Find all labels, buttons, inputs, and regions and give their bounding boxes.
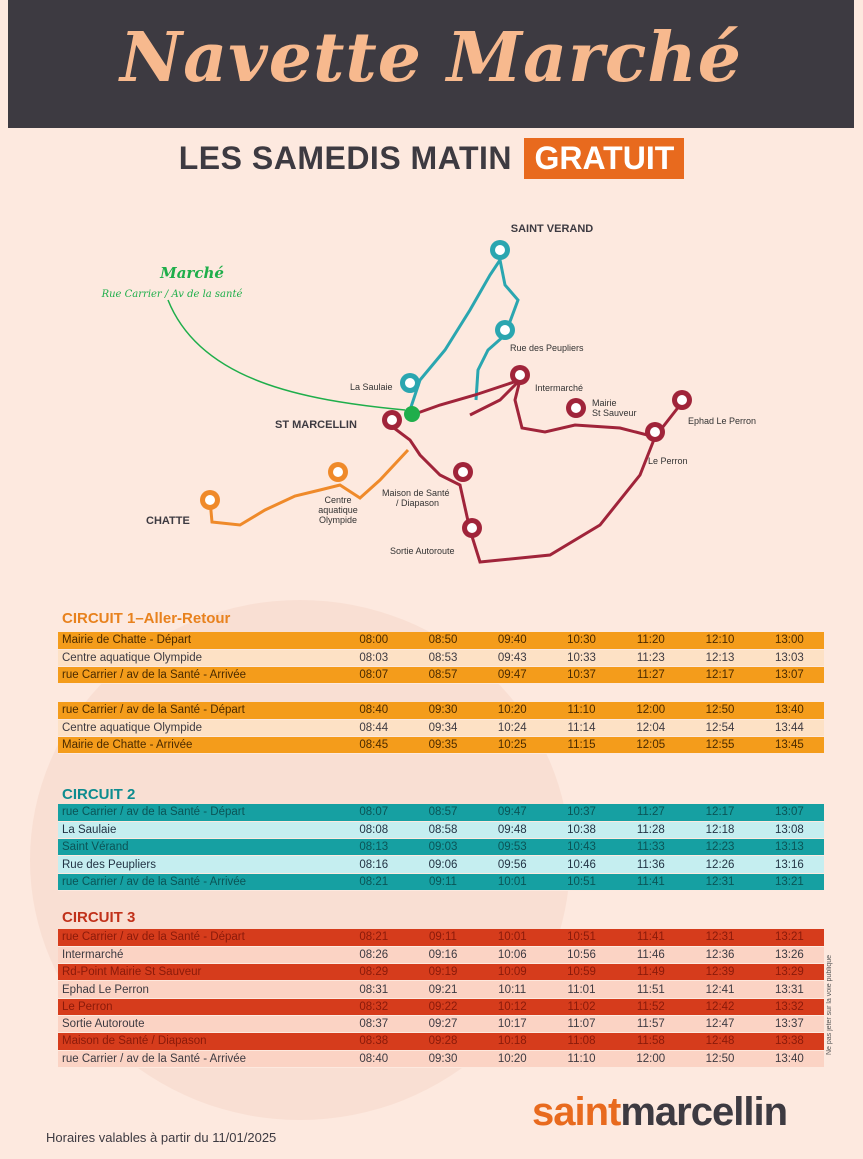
departure-time: 09:06 — [408, 856, 477, 873]
logo-part-marcellin: marcellin — [620, 1090, 788, 1134]
page-title: Navette Marché — [119, 18, 742, 98]
stop-name: Le Perron — [58, 998, 339, 1015]
label-intermarche: Intermarché — [535, 383, 584, 393]
departure-time: 08:40 — [339, 1050, 408, 1067]
departure-time: 13:07 — [755, 804, 824, 821]
departure-time: 11:33 — [616, 839, 685, 856]
departure-time: 11:10 — [547, 1050, 616, 1067]
table-row — [58, 737, 824, 754]
departure-time: 12:31 — [685, 929, 754, 946]
departure-time: 11:58 — [616, 1033, 685, 1050]
stop-name: Centre aquatique Olympide — [58, 649, 339, 666]
departure-time: 09:40 — [478, 632, 547, 649]
departure-time: 11:46 — [616, 946, 685, 963]
departure-time: 10:01 — [478, 929, 547, 946]
departure-time: 13:44 — [755, 719, 824, 736]
stop-name: Mairie de Chatte - Arrivée — [58, 737, 339, 754]
table-row — [58, 946, 824, 963]
pin-ephad — [672, 390, 692, 410]
departure-time: 10:09 — [478, 964, 547, 981]
departure-time: 12:26 — [685, 856, 754, 873]
table-row — [58, 981, 824, 998]
departure-time: 13:08 — [755, 821, 824, 838]
route-map — [0, 200, 863, 600]
departure-time: 10:17 — [478, 1015, 547, 1032]
departure-time: 11:23 — [616, 649, 685, 666]
departure-time: 13:13 — [755, 839, 824, 856]
departure-time: 09:21 — [408, 981, 477, 998]
departure-time: 13:45 — [755, 737, 824, 754]
departure-time: 08:31 — [339, 981, 408, 998]
pin-le-perron — [645, 422, 665, 442]
table-row — [58, 964, 824, 981]
departure-time: 08:26 — [339, 946, 408, 963]
stop-name: Mairie de Chatte - Départ — [58, 632, 339, 649]
departure-time: 11:10 — [547, 702, 616, 719]
departure-time: 11:41 — [616, 873, 685, 890]
departure-time: 13:07 — [755, 667, 824, 684]
departure-time: 09:11 — [408, 873, 477, 890]
stop-name: Saint Vérand — [58, 839, 339, 856]
departure-time: 08:57 — [408, 804, 477, 821]
departure-time: 11:01 — [547, 981, 616, 998]
pin-st-marcellin — [382, 410, 402, 430]
departure-time: 08:21 — [339, 873, 408, 890]
pin-intermarche — [510, 365, 530, 385]
departure-time: 11:08 — [547, 1033, 616, 1050]
departure-time: 08:32 — [339, 998, 408, 1015]
departure-time: 12:10 — [685, 632, 754, 649]
side-note: Ne pas jeter sur la voie publique — [826, 954, 833, 1055]
pin-centre — [328, 462, 348, 482]
departure-time: 12:00 — [616, 1050, 685, 1067]
departure-time: 10:33 — [547, 649, 616, 666]
departure-time: 11:57 — [616, 1015, 685, 1032]
label-centre-2: aquatique — [318, 505, 358, 515]
table-row — [58, 719, 824, 736]
departure-time: 09:35 — [408, 737, 477, 754]
departure-time: 11:51 — [616, 981, 685, 998]
departure-time: 08:08 — [339, 821, 408, 838]
table-row — [58, 702, 824, 719]
departure-time: 12:18 — [685, 821, 754, 838]
departure-time: 08:07 — [339, 667, 408, 684]
departure-time: 12:50 — [685, 702, 754, 719]
departure-time: 08:16 — [339, 856, 408, 873]
pin-saint-verand — [490, 240, 510, 260]
departure-time: 10:25 — [478, 737, 547, 754]
departure-time: 09:16 — [408, 946, 477, 963]
departure-time: 12:42 — [685, 998, 754, 1015]
stop-name: rue Carrier / av de la Santé - Arrivée — [58, 1050, 339, 1067]
departure-time: 13:21 — [755, 929, 824, 946]
departure-time: 10:20 — [478, 1050, 547, 1067]
departure-time: 08:57 — [408, 667, 477, 684]
label-centre-1: Centre — [324, 495, 352, 505]
departure-time: 09:30 — [408, 702, 477, 719]
departure-time: 10:12 — [478, 998, 547, 1015]
label-la-saulaie: La Saulaie — [350, 382, 393, 392]
departure-time: 08:53 — [408, 649, 477, 666]
table-row — [58, 667, 824, 684]
departure-time: 10:06 — [478, 946, 547, 963]
pin-rue-peupliers — [495, 320, 515, 340]
marche-title: Marché — [160, 264, 224, 282]
departure-time: 11:07 — [547, 1015, 616, 1032]
stop-name: Rd-Point Mairie St Sauveur — [58, 964, 339, 981]
departure-time: 12:04 — [616, 719, 685, 736]
circuit1-table-aller — [58, 632, 824, 684]
pin-chatte — [200, 490, 220, 510]
label-maison-sante: Maison de Santé — [382, 488, 450, 498]
label-sortie: Sortie Autoroute — [390, 546, 455, 556]
label-ephad: Ephad Le Perron — [688, 416, 757, 426]
label-saint-verand: SAINT VERAND — [510, 223, 594, 235]
departure-time: 08:58 — [408, 821, 477, 838]
marche-subtitle: Rue Carrier / Av de la santé — [101, 289, 243, 300]
departure-time: 08:37 — [339, 1015, 408, 1032]
departure-time: 09:28 — [408, 1033, 477, 1050]
departure-time: 12:05 — [616, 737, 685, 754]
departure-time: 08:07 — [339, 804, 408, 821]
table-row — [58, 649, 824, 666]
stop-name: rue Carrier / av de la Santé - Départ — [58, 702, 339, 719]
circuit2-table — [58, 804, 824, 891]
subtitle-text: LES SAMEDIS MATIN — [178, 140, 512, 176]
departure-time: 09:19 — [408, 964, 477, 981]
table-row — [58, 873, 824, 890]
label-le-perron: Le Perron — [648, 456, 688, 466]
departure-time: 11:15 — [547, 737, 616, 754]
stop-name: Centre aquatique Olympide — [58, 719, 339, 736]
departure-time: 09:43 — [478, 649, 547, 666]
departure-time: 12:23 — [685, 839, 754, 856]
departure-time: 12:41 — [685, 981, 754, 998]
departure-time: 09:48 — [478, 821, 547, 838]
table-row — [58, 1015, 824, 1032]
label-mairie: Mairie — [592, 398, 617, 408]
marche-dot — [404, 406, 420, 422]
header-banner — [8, 0, 854, 128]
departure-time: 11:20 — [616, 632, 685, 649]
departure-time: 08:50 — [408, 632, 477, 649]
departure-time: 11:02 — [547, 998, 616, 1015]
departure-time: 10:30 — [547, 632, 616, 649]
departure-time: 09:22 — [408, 998, 477, 1015]
departure-time: 11:27 — [616, 804, 685, 821]
departure-time: 08:40 — [339, 702, 408, 719]
table-row — [58, 998, 824, 1015]
departure-time: 10:38 — [547, 821, 616, 838]
departure-time: 12:50 — [685, 1050, 754, 1067]
departure-time: 13:32 — [755, 998, 824, 1015]
departure-time: 12:39 — [685, 964, 754, 981]
departure-time: 08:00 — [339, 632, 408, 649]
circuit1-title: CIRCUIT 1–Aller-Retour — [62, 610, 231, 627]
departure-time: 10:46 — [547, 856, 616, 873]
table-row — [58, 821, 824, 838]
departure-time: 13:40 — [755, 702, 824, 719]
orange-route-line — [210, 450, 408, 525]
departure-time: 10:51 — [547, 873, 616, 890]
circuit3-table — [58, 929, 824, 1068]
departure-time: 10:11 — [478, 981, 547, 998]
gratuit-badge: GRATUIT — [524, 138, 684, 179]
departure-time: 12:47 — [685, 1015, 754, 1032]
pin-la-saulaie — [400, 373, 420, 393]
table-row — [58, 856, 824, 873]
validity-footer: Horaires valables à partir du 11/01/2025 — [46, 1130, 277, 1145]
departure-time: 12:36 — [685, 946, 754, 963]
departure-time: 08:03 — [339, 649, 408, 666]
label-st-sauveur: St Sauveur — [592, 408, 637, 418]
stop-name: Sortie Autoroute — [58, 1015, 339, 1032]
departure-time: 11:52 — [616, 998, 685, 1015]
departure-time: 10:20 — [478, 702, 547, 719]
departure-time: 12:54 — [685, 719, 754, 736]
circuit3-title: CIRCUIT 3 — [62, 909, 136, 926]
departure-time: 12:17 — [685, 667, 754, 684]
label-rue-peupliers: Rue des Peupliers — [510, 343, 584, 353]
label-diapason: / Diapason — [396, 498, 440, 508]
departure-time: 08:29 — [339, 964, 408, 981]
table-row — [58, 1033, 824, 1050]
departure-time: 10:56 — [547, 946, 616, 963]
subtitle — [0, 138, 863, 179]
departure-time: 13:26 — [755, 946, 824, 963]
departure-time: 13:31 — [755, 981, 824, 998]
departure-time: 10:37 — [547, 667, 616, 684]
label-centre-3: Olympide — [318, 515, 358, 525]
departure-time: 08:45 — [339, 737, 408, 754]
departure-time: 13:29 — [755, 964, 824, 981]
departure-time: 13:03 — [755, 649, 824, 666]
departure-time: 08:38 — [339, 1033, 408, 1050]
saint-marcellin-logo — [532, 1090, 787, 1135]
table-row — [58, 839, 824, 856]
departure-time: 10:59 — [547, 964, 616, 981]
departure-time: 10:37 — [547, 804, 616, 821]
stop-name: rue Carrier / av de la Santé - Départ — [58, 804, 339, 821]
departure-time: 11:28 — [616, 821, 685, 838]
departure-time: 12:48 — [685, 1033, 754, 1050]
pin-mairie — [566, 398, 586, 418]
departure-time: 10:24 — [478, 719, 547, 736]
departure-time: 09:30 — [408, 1050, 477, 1067]
circuit2-title: CIRCUIT 2 — [62, 786, 136, 803]
stop-name: rue Carrier / av de la Santé - Départ — [58, 929, 339, 946]
circuit1-table-retour — [58, 702, 824, 754]
pin-maison-sante — [453, 462, 473, 482]
departure-time: 10:01 — [478, 873, 547, 890]
departure-time: 09:56 — [478, 856, 547, 873]
label-st-marcellin: ST MARCELLIN — [275, 419, 357, 431]
departure-time: 13:38 — [755, 1033, 824, 1050]
departure-time: 09:47 — [478, 804, 547, 821]
departure-time: 10:51 — [547, 929, 616, 946]
departure-time: 11:49 — [616, 964, 685, 981]
table-row — [58, 1050, 824, 1067]
departure-time: 12:31 — [685, 873, 754, 890]
marche-leader-line — [168, 300, 405, 410]
stop-name: La Saulaie — [58, 821, 339, 838]
departure-time: 11:27 — [616, 667, 685, 684]
departure-time: 09:27 — [408, 1015, 477, 1032]
stop-name: Rue des Peupliers — [58, 856, 339, 873]
departure-time: 09:47 — [478, 667, 547, 684]
departure-time: 12:00 — [616, 702, 685, 719]
table-row — [58, 804, 824, 821]
departure-time: 11:41 — [616, 929, 685, 946]
route-map-svg — [0, 200, 863, 600]
departure-time: 12:17 — [685, 804, 754, 821]
departure-time: 08:21 — [339, 929, 408, 946]
stop-name: Ephad Le Perron — [58, 981, 339, 998]
departure-time: 12:55 — [685, 737, 754, 754]
departure-time: 13:40 — [755, 1050, 824, 1067]
departure-time: 12:13 — [685, 649, 754, 666]
departure-time: 11:14 — [547, 719, 616, 736]
stop-name: Intermarché — [58, 946, 339, 963]
departure-time: 09:03 — [408, 839, 477, 856]
stop-name: Maison de Santé / Diapason — [58, 1033, 339, 1050]
departure-time: 08:44 — [339, 719, 408, 736]
table-row — [58, 929, 824, 946]
departure-time: 09:11 — [408, 929, 477, 946]
departure-time: 13:37 — [755, 1015, 824, 1032]
stop-name: rue Carrier / av de la Santé - Arrivée — [58, 873, 339, 890]
departure-time: 08:13 — [339, 839, 408, 856]
table-row — [58, 632, 824, 649]
departure-time: 11:36 — [616, 856, 685, 873]
pin-sortie — [462, 518, 482, 538]
departure-time: 13:21 — [755, 873, 824, 890]
departure-time: 09:53 — [478, 839, 547, 856]
departure-time: 09:34 — [408, 719, 477, 736]
stop-name: rue Carrier / av de la Santé - Arrivée — [58, 667, 339, 684]
departure-time: 13:16 — [755, 856, 824, 873]
label-chatte: CHATTE — [146, 515, 190, 527]
logo-part-saint: saint — [532, 1090, 621, 1134]
departure-time: 13:00 — [755, 632, 824, 649]
departure-time: 10:18 — [478, 1033, 547, 1050]
departure-time: 10:43 — [547, 839, 616, 856]
